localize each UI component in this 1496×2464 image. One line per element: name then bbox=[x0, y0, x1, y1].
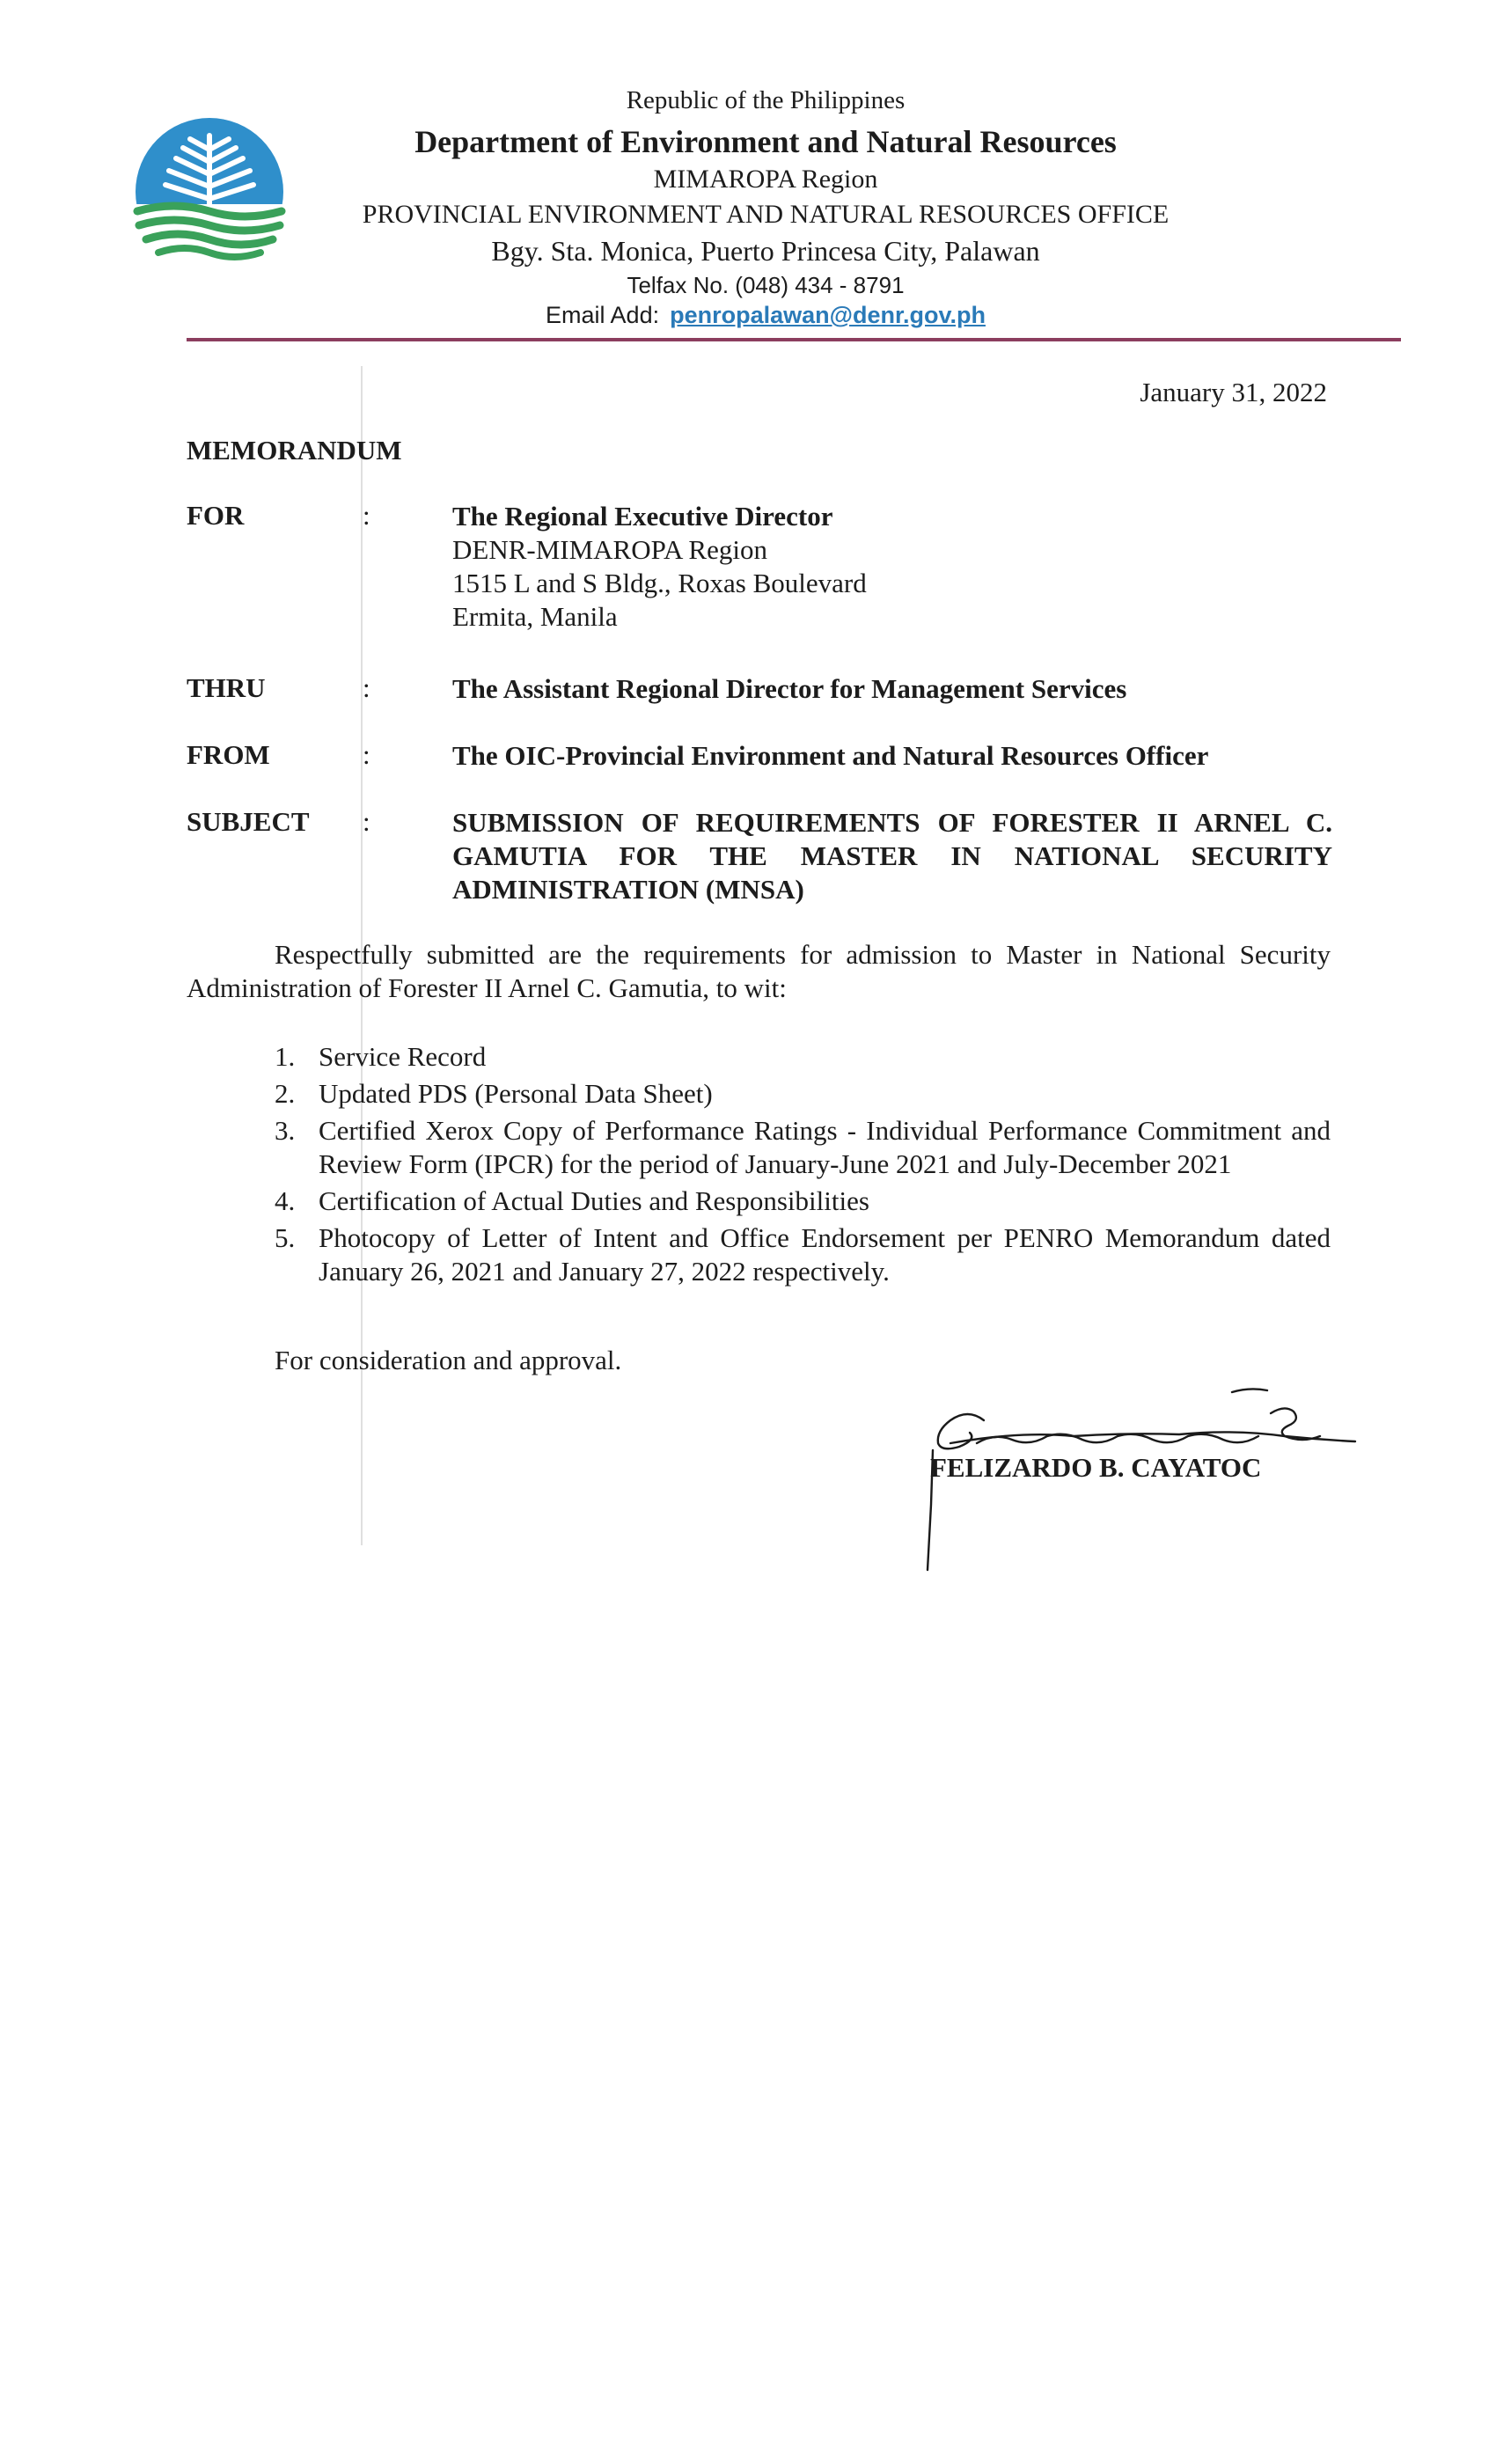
republic-line: Republic of the Philippines bbox=[626, 86, 906, 114]
colon: : bbox=[363, 500, 370, 531]
letterhead bbox=[282, 88, 1250, 327]
colon: : bbox=[363, 806, 370, 837]
item-text: Certification of Actual Duties and Responsibilities bbox=[319, 1185, 869, 1216]
signer-name: FELIZARDO B. CAYATOC bbox=[930, 1452, 1262, 1483]
item-number: 1. bbox=[275, 1041, 296, 1072]
memo-date: January 31, 2022 bbox=[1140, 377, 1327, 407]
item-text: Photocopy of Letter of Intent and Office Endorsement per PENRO Memorandum dated January 26, 2021 and January 27, 2022 respectively. bbox=[319, 1222, 1331, 1287]
region-name: MIMAROPA Region bbox=[653, 165, 878, 194]
item-number: 5. bbox=[275, 1222, 296, 1253]
subject-label: SUBJECT bbox=[187, 806, 310, 837]
recipient-line: 1515 L and S Bldg., Roxas Boulevard bbox=[452, 568, 867, 598]
header-divider bbox=[187, 338, 1401, 341]
department-name: Department of Environment and Natural Resources bbox=[414, 124, 1117, 159]
memo-title: MEMORANDUM bbox=[187, 435, 402, 466]
list-item bbox=[229, 1221, 1331, 1288]
body-paragraph: Respectfully submitted are the requirements for admission to Master in National Security Administration of Forester II Arnel C. Gamutia, to wit: bbox=[187, 939, 1331, 1003]
list-item bbox=[229, 1040, 1331, 1074]
colon: : bbox=[363, 672, 370, 703]
thru-value: The Assistant Regional Director for Management Services bbox=[452, 673, 1127, 704]
item-text: Certified Xerox Copy of Performance Ratings - Individual Performance Commitment and Review Form (IPCR) for the period of January-June 2021 and July-December 2021 bbox=[319, 1115, 1331, 1179]
denr-logo-icon bbox=[130, 116, 289, 268]
item-number: 4. bbox=[275, 1185, 296, 1216]
recipient-title: The Regional Executive Director bbox=[452, 501, 833, 532]
closing-line: For consideration and approval. bbox=[275, 1345, 622, 1375]
list-item bbox=[229, 1114, 1331, 1181]
recipient-line: DENR-MIMAROPA Region bbox=[452, 534, 767, 565]
subject-value: SUBMISSION OF REQUIREMENTS OF FORESTER II ARNEL C. GAMUTIA FOR THE MASTER IN NATIONAL SECURITY ADMINISTRATION (MNSA) bbox=[452, 807, 1332, 905]
from-label: FROM bbox=[187, 739, 270, 770]
email-line bbox=[282, 304, 1250, 327]
list-item bbox=[229, 1077, 1331, 1111]
item-text: Service Record bbox=[319, 1041, 487, 1072]
colon: : bbox=[363, 739, 370, 770]
list-item bbox=[229, 1184, 1331, 1218]
recipient-line: Ermita, Manila bbox=[452, 601, 618, 632]
email-link[interactable]: penropalawan@denr.gov.ph bbox=[670, 302, 986, 328]
item-number: 2. bbox=[275, 1078, 296, 1109]
office-address: Bgy. Sta. Monica, Puerto Princesa City, Palawan bbox=[491, 235, 1040, 267]
email-label: Email Add: bbox=[546, 302, 660, 328]
office-name: PROVINCIAL ENVIRONMENT AND NATURAL RESOURCES OFFICE bbox=[362, 200, 1170, 229]
telfax-number: Telfax No. (048) 434 - 8791 bbox=[627, 272, 905, 298]
item-number: 3. bbox=[275, 1115, 296, 1146]
from-value: The OIC-Provincial Environment and Natural Resources Officer bbox=[452, 740, 1209, 771]
for-label: FOR bbox=[187, 500, 245, 531]
for-recipient bbox=[452, 500, 1332, 634]
requirements-list bbox=[229, 1040, 1331, 1292]
thru-label: THRU bbox=[187, 672, 266, 703]
item-text: Updated PDS (Personal Data Sheet) bbox=[319, 1078, 713, 1109]
